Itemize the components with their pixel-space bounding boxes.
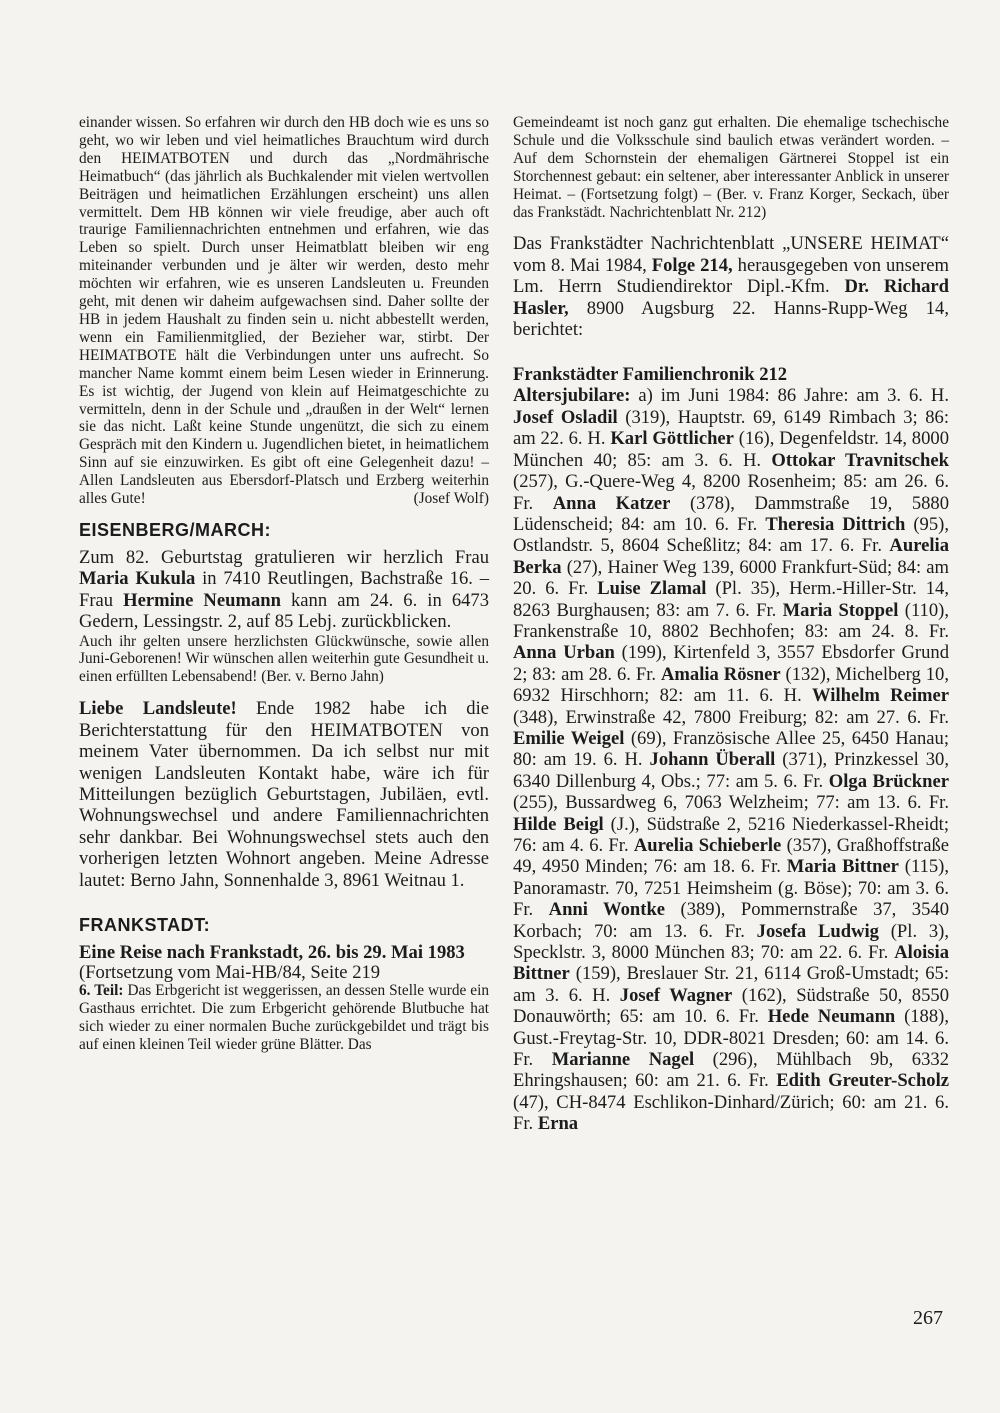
eisenberg-birthday-paragraph <box>79 547 489 633</box>
jubilar-name: Anni Wontke <box>548 899 666 921</box>
intro-paragraph <box>79 114 489 508</box>
text-segment: (296), Mühlbach 9b, 6332 Ehringshausen; 60: am 21. 6. Fr. <box>513 1049 949 1092</box>
jubilar-name: Josef Wagner <box>619 984 733 1006</box>
jubilar-name: Josefa Ludwig <box>756 920 879 942</box>
eisenberg-wishes-paragraph: Auch ihr gelten unsere herzlichsten Glückwünsche, sowie allen Juni-Geborenen! Wir wünschen allen weiterhin gute Gesundheit u. einen erfüllten Lebensabend! (Ber. v. Berno Jahn) <box>79 632 489 686</box>
text-segment: (27), Hainer Weg 139, 6000 Frankfurt-Süd; 84: am 20. 6. Fr. <box>513 556 949 600</box>
jubilar-name: Amalia Rösner <box>661 663 781 685</box>
text-segment: (348), Erwinstraße 42, 7800 Freiburg; 82: am 27. 6. Fr. <box>513 706 949 728</box>
jubilar-name: Erna <box>537 1113 579 1135</box>
right-column <box>513 114 949 1135</box>
text-segment: (319), Hauptstr. 69, 6149 Rimbach 3; 86: am 22. 6. H. <box>513 406 949 450</box>
nachrichtenblatt-paragraph <box>513 233 949 340</box>
text-segment: Ende 1982 habe ich die Berichterstattung für den HEIMATBOTEN von meinem Vater übernommen. Da ich selbst nur mit wenigen Landsleuten Kontakt habe, wäre ich für Mitteilungen bezüglich Geburtstagen, Jubiläen, evtl. Wohnungswechsel und andere Familiennachrichten sehr dankbar. Bei Wohnungswechsel stets auch den vorherigen letzten Wohnort angeben. Meine Adresse lautet: Berno Jahn, Sonnenhalde 3, 8961 Weitnau 1. <box>79 698 489 891</box>
jubilar-name: Emilie Weigel <box>513 727 625 749</box>
jubilar-name: Anna Urban <box>513 642 615 664</box>
text-segment: (95), Ostlandstr. 5, 8604 Scheßlitz; 84: am 17. 6. Fr. <box>513 513 949 557</box>
intro-signature: (Josef Wolf) <box>413 490 489 508</box>
text-segment: (69), Französische Allee 25, 6450 Hanau; 80: am 19. 6. H. <box>513 727 950 771</box>
frankstadt-paragraph <box>79 982 489 1054</box>
paragraph-lead: Liebe Landsleute! <box>79 698 237 720</box>
text-segment: a) im Juni 1984: 86 Jahre: am 3. 6. H. <box>630 385 949 407</box>
text-segment: (357), Graßhoffstraße 49, 4950 Minden; 76: am 18. 6. Fr. <box>513 835 949 878</box>
person-name: Maria Kukula <box>79 568 196 590</box>
text-segment: Zum 82. Geburtstag gratulieren wir herzlich Frau <box>79 546 489 568</box>
left-column <box>79 114 489 1054</box>
text-segment: (110), Frankenstraße 10, 8802 Bechhofen; 83: am 24. 8. Fr. <box>513 599 949 642</box>
continued-paragraph: Gemeindeamt ist noch ganz gut erhalten. Die ehemalige tschechische Schule und die Volksschule sind baulich etwas verändert worden. – Auf dem Schornstein der ehemaligen Gärtnerei Stoppel ist ein Storchennest gebaut: ein seltener, aber interessanter Anblick in unserer Heimat. – (Fortsetzung folgt) – (Ber. v. Franz Korger, Seckach, über das Frankstädt. Nachrichtenblatt Nr. 212) <box>513 114 949 221</box>
text-segment: herausgegeben von unserem Lm. Herrn Studiendirektor Dipl.-Kfm. <box>513 254 949 298</box>
text-segment: (162), Südstraße 50, 8550 Donauwörth; 65: am 10. 6. Fr. <box>513 984 949 1028</box>
text-segment: (257), G.-Quere-Weg 4, 8200 Rosenheim; 85: am 26. 6. Fr. <box>513 471 949 514</box>
jubilar-name: Maria Stoppel <box>782 599 899 621</box>
jubilar-name: Hilde Beigl <box>513 813 604 835</box>
jubilar-name: Anna Katzer <box>552 492 671 514</box>
text-segment: (47), CH-8474 Eschlikon-Dinhard/Zürich; 60: am 21. 6. Fr. <box>513 1091 949 1135</box>
text-segment: (371), Prinzkessel 30, 6340 Dillenburg 4, Obs.; 77: am 5. 6. Fr. <box>513 749 950 792</box>
text-segment: (199), Kirtenfeld 3, 3557 Ebsdorfer Grund 2; 83: am 28. 6. Fr. <box>513 642 949 685</box>
text-segment: (159), Breslauer Str. 21, 6114 Groß-Umstadt; 65: am 3. 6. H. <box>513 963 949 1006</box>
jubilar-name: Aloisia Bittner <box>513 942 949 985</box>
text-segment: (Pl. 35), Herm.-Hiller-Str. 14, 8263 Burghausen; 83: am 7. 6. Fr. <box>513 578 949 621</box>
text-segment: (132), Michelberg 10, 6932 Hirschhorn; 82: am 11. 6. H. <box>513 663 949 707</box>
frankstadt-article-title: Eine Reise nach Frankstadt, 26. bis 29. Mai 1983 <box>79 941 465 963</box>
frankstadt-continuation-note: (Fortsetzung vom Mai-HB/84, Seite 219 <box>79 961 381 983</box>
jubilar-name: Aurelia Berka <box>513 535 949 578</box>
jubilar-name: Theresia Dittrich <box>765 513 906 535</box>
chronik-label: Altersjubilare: <box>513 385 631 407</box>
text-segment: in 7410 Reutlingen, Bachstraße 16. – Frau <box>79 568 489 611</box>
person-name: Hermine Neumann <box>123 589 281 611</box>
text-segment: (378), Dammstraße 19, 5880 Lüdenscheid; 84: am 10. 6. Fr. <box>513 492 950 535</box>
jubilar-name: Marianne Nagel <box>551 1049 695 1071</box>
text-segment: (255), Bussardweg 6, 7063 Welzheim; 77: am 13. 6. Fr. <box>513 792 949 814</box>
text-segment: (188), Gust.-Freytag-Str. 10, DDR-8021 Dresden; 60: am 14. 6. Fr. <box>513 1006 949 1071</box>
text-segment: (389), Pommernstraße 37, 3540 Korbach; 70: am 13. 6. Fr. <box>513 899 949 942</box>
jubilar-name: Hede Neumann <box>767 1006 896 1028</box>
chronik-body <box>513 385 949 1134</box>
eisenberg-letter-paragraph <box>79 698 489 891</box>
jubilar-name: Aurelia Schieberle <box>633 835 782 856</box>
paragraph-lead: 6. Teil: <box>79 981 124 999</box>
chronik-title: Frankstädter Familienchronik 212 <box>513 364 788 386</box>
issue-number: Folge 214, <box>651 254 733 276</box>
text-segment: (115), Panoramastr. 70, 7251 Heimsheim (g. Böse); 70: am 3. 6. Fr. <box>513 856 949 921</box>
jubilar-name: Luise Zlamal <box>597 578 707 600</box>
text-segment: (Pl. 3), Specklstr. 3, 8000 München 83; 70: am 22. 6. Fr. <box>513 920 949 964</box>
text-segment: kann am 24. 6. in 6473 Gedern, Lessingstr. 2, auf 85 Lebj. zurückblicken. <box>79 589 490 633</box>
frankstadt-heading: FRANKSTADT: <box>79 914 211 935</box>
jubilar-name: Karl Göttlicher <box>610 428 734 450</box>
jubilar-name: Josef Osladil <box>513 406 618 428</box>
jubilar-name: Ottokar Travnitschek <box>771 449 949 471</box>
intro-text: einander wissen. So erfahren wir durch den HB doch wie es uns so geht, wo wir leben und viel heimatliches Brauchtum wird durch den HEIMATBOTEN und durch das „Nordmährische Heimatbuch“ (das jährlich als Buchkalender mit vielen wertvollen Beiträgen und heimatlichen Erzählungen erscheint) uns allen vermittelt. Dem HB können wir viele freudige, aber auch oft traurige Familiennachrichten entnehmen und erfahren, wie das Leben so spielt. Durch unser Heimatblatt bleiben wir eng miteinander verbunden und je älter wir werden, desto mehr möchten wir erfahren, wie es unseren Landsleuten u. Freunden geht, mit denen wir daheim aufgewachsen sind. Daher sollte der HB in jedem Haushalt zu finden sein u. nicht abbestellt werden, wenn ein Familienmitglied, der Bezieher war, stirbt. Der HEIMATBOTE hält die Verbindungen unter uns aufrecht. So mancher Name kommt einem beim Lesen wieder in Erinnerung. Es ist wichtig, der Jugend von klein auf Heimatgeschichte zu vermitteln, denn in der Schule und „draußen in der Welt“ lernen sie das nicht. Laßt keine Stunde ungenützt, die sich zu einem Gespräch mit den Kindern u. Jugendlichen bietet, in heimatlichem Sinn auf sie einzuwirken. Es gibt oft eine Gelegenheit dazu! – Allen Landsleuten aus Ebersdorf-Platsch und Erzberg weiterhin alles Gute! <box>79 114 489 508</box>
page-number: 267 <box>913 1307 943 1329</box>
jubilar-name: Olga Brückner <box>828 770 949 792</box>
text-segment: (J.), Südstraße 2, 5216 Niederkassel-Rheidt; 76: am 4. 6. Fr. <box>513 813 949 856</box>
text-segment: Das Erbgericht ist weggerissen, an dessen Stelle wurde ein Gasthaus errichtet. Die zum Erbgericht gehörende Blutbuche hat sich wieder zu einer normalen Buche zurückgebildet und trägt bis auf einen kleinen Teil wieder grüne Blätter. Das <box>79 981 489 1053</box>
text-segment: 8900 Augsburg 22. Hanns-Rupp-Weg 14, berichtet: <box>513 297 949 341</box>
jubilar-name: Edith Greuter-Scholz <box>776 1070 949 1092</box>
text-segment: Das Frankstädter Nachrichtenblatt „UNSERE HEIMAT“ vom 8. Mai 1984, <box>513 233 949 276</box>
jubilar-name: Johann Überall <box>649 749 776 771</box>
eisenberg-heading: EISENBERG/MARCH: <box>79 519 272 540</box>
text-segment: (16), Degenfeldstr. 14, 8000 München 40; 85: am 3. 6. H. <box>513 428 949 471</box>
editor-name: Dr. Richard Hasler, <box>513 276 949 319</box>
jubilar-name: Wilhelm Reimer <box>812 685 949 707</box>
jubilar-name: Maria Bittner <box>786 856 899 878</box>
